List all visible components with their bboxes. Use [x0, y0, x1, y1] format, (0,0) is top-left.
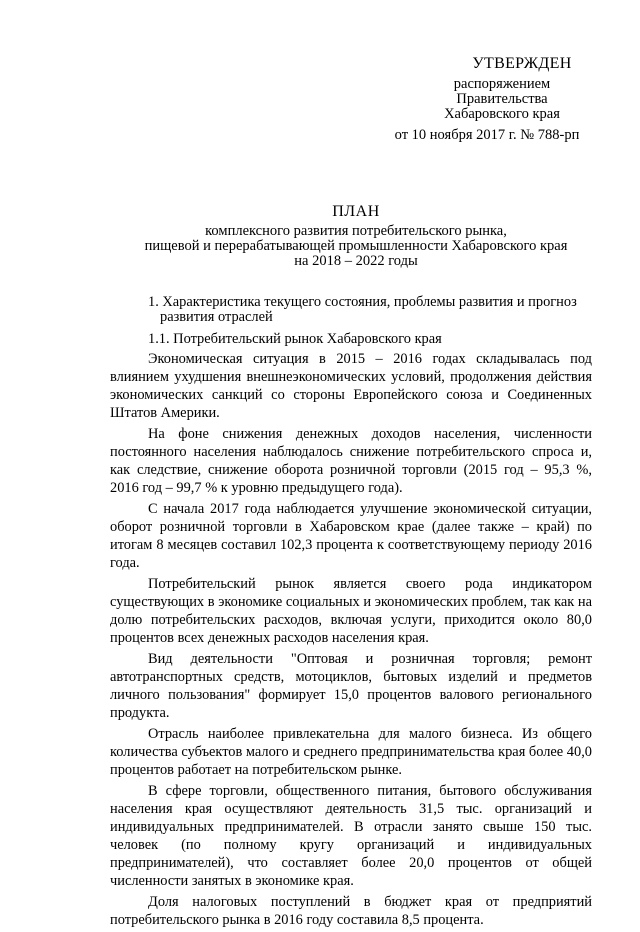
subsection-heading: 1.1. Потребительский рынок Хабаровского края [148, 331, 442, 347]
paragraph: В сфере торговли, общественного питания, бытового обслуживания населения края осуществляют деятельность 31,5 тыс. организаций и индивидуальных предпринимателей. В отрасли занято свыше 150 тыс. человек (по полному кругу организаций и индивидуальных предпринимателей), что составляет более 20,0 процентов от общей численности занятых в экономике края. [110, 783, 592, 889]
plan-subtitle-line-2: пищевой и перерабатывающей промышленности Хабаровского края [144, 238, 568, 254]
paragraph: С начала 2017 года наблюдается улучшение экономической ситуации, оборот розничной торговли в Хабаровском крае (далее также – край) по итогам 8 месяцев составил 102,3 процента к соответствующему периоду 2016 года. [110, 501, 592, 571]
approval-date: от 10 ноября 2017 г. № 788-рп [394, 127, 580, 143]
document-body [110, 295, 592, 932]
plan-subtitle-line-3: на 2018 – 2022 годы [294, 253, 418, 269]
section-heading [148, 295, 592, 325]
paragraph: Отрасль наиболее привлекательна для малого бизнеса. Из общего количества субъектов малого и среднего предпринимательства края более 40,0 процентов работает на потребительском рынке. [110, 726, 592, 778]
paragraph: Вид деятельности "Оптовая и розничная торговля; ремонт автотранспортных средств, мотоциклов, бытовых изделий и предметов личного пользования" формирует 15,0 процентов валового регионального продукта. [110, 651, 592, 721]
approval-line-2: Правительства [456, 91, 548, 107]
section-heading-line-2: развития отраслей [160, 309, 273, 325]
paragraph: На фоне снижения денежных доходов населения, численности постоянного населения наблюдалось снижение потребительского спроса и, как следствие, снижение оборота розничной торговли (2015 год – 95,3 %, 2016 год – 99,7 % к уровню предыдущего года). [110, 426, 592, 496]
plan-subtitle-line-1: комплексного развития потребительского рынка, [205, 223, 507, 239]
plan-title-block [0, 204, 640, 269]
paragraph: Экономическая ситуация в 2015 – 2016 годах складывалась под влиянием ухудшения внешнеэкономических условий, продолжения действия экономических санкций со стороны Европейского союза и Соединенных Штатов Америки. [110, 351, 592, 421]
approval-heading: УТВЕРЖДЕН [472, 55, 572, 72]
section-heading-line-1: 1. Характеристика текущего состояния, проблемы развития и прогноз [148, 294, 577, 310]
paragraph: Доля налоговых поступлений в бюджет края от предприятий потребительского рынка в 2016 году составила 8,5 процента. [110, 894, 592, 928]
approval-stamp [394, 55, 602, 143]
paragraph: Потребительский рынок является своего рода индикатором существующих в экономике социальных и экономических проблем, так как на долю потребительских расходов, включая услуги, приходится около 80,0 процентов всех денежных расходов населения края. [110, 576, 592, 646]
approval-line-1: распоряжением [453, 76, 551, 92]
approval-line-3: Хабаровского края [444, 106, 560, 122]
plan-title: ПЛАН [332, 203, 380, 220]
